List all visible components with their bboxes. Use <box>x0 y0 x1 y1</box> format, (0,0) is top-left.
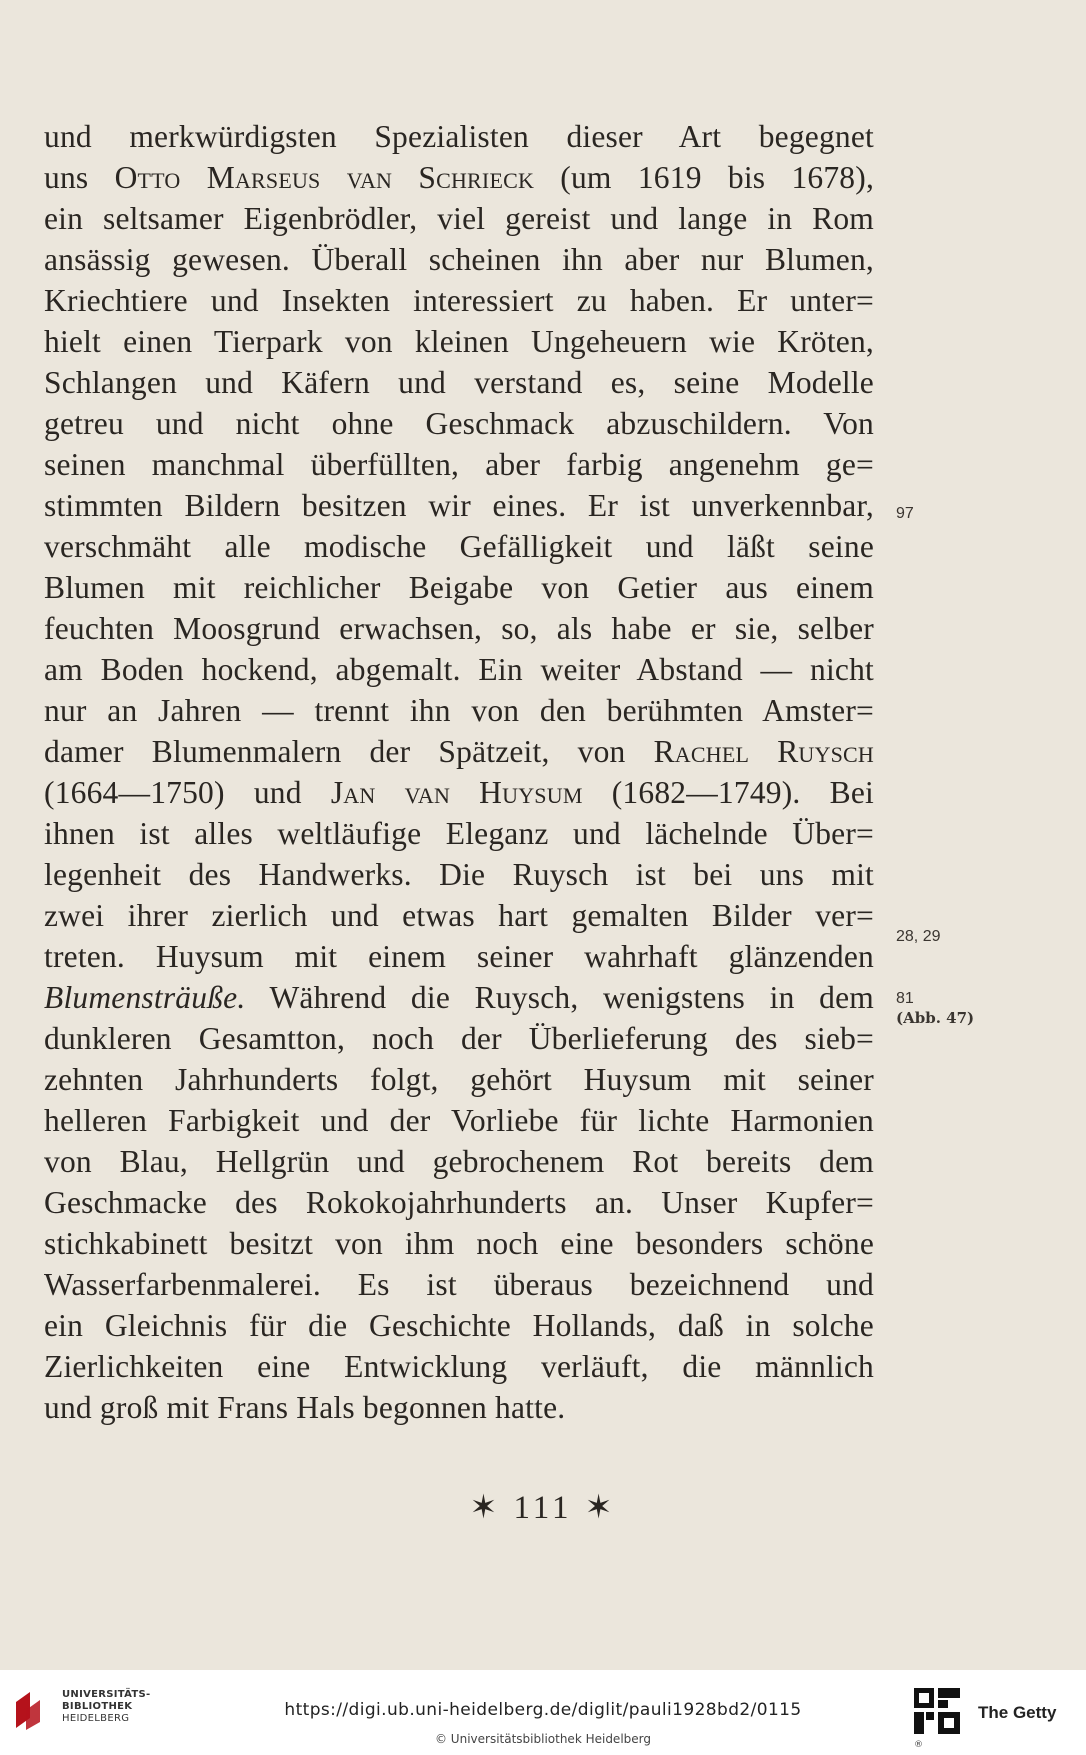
getty-label: The Getty <box>978 1703 1057 1722</box>
margin-reference: 97 <box>896 505 914 522</box>
text-line: Kriechtiere und Insekten interessiert zu haben. Er unter= <box>44 283 874 318</box>
text-line: Geschmacke des Rokokojahrhunderts an. Unser Kupfer= <box>44 1185 874 1220</box>
figure-reference: (Abb. 47) <box>896 1009 975 1027</box>
copyright-notice: © Universitätsbibliothek Heidelberg <box>434 1732 651 1746</box>
text-line: legenheit des Handwerks. Die Ruysch ist bei uns mit <box>44 857 874 892</box>
text-fragment: damer Blumenmalern der Spätzeit, von <box>44 734 654 769</box>
text-line: ein seltsamer Eigenbrödler, viel gereist und lange in Rom <box>44 201 874 236</box>
artist-name: Jan van Huysum <box>330 775 583 810</box>
text-line: zwei ihrer zierlich und etwas hart gemalten Bilder ver= <box>44 898 874 933</box>
text-line: und groß mit Frans Hals begonnen hatte. <box>44 1390 566 1425</box>
text-fragment: uns <box>44 160 115 195</box>
text-line: Schlangen und Käfern und verstand es, seine Modelle <box>44 365 874 400</box>
artist-name: Rachel Ruysch <box>653 734 874 769</box>
text-line: verschmäht alle modische Gefälligkeit und läßt seine <box>44 529 874 564</box>
text-line: ihnen ist alles weltläufige Eleganz und lächelnde Über= <box>44 816 874 851</box>
text-line: helleren Farbigkeit und der Vorliebe für lichte Harmonien <box>44 1103 874 1138</box>
page-number: ✶ 111 ✶ <box>469 1490 617 1526</box>
text-line <box>44 977 874 1018</box>
margin-reference: 81 <box>896 990 914 1007</box>
library-name-line: BIBLIOTHEK <box>62 1701 133 1712</box>
text-line: und merkwürdigsten Spezialisten dieser Art begegnet <box>44 119 874 154</box>
text-line: nur an Jahren — trennt ihn von den berühmten Amster= <box>44 693 874 728</box>
artwork-title: Blumensträuße. <box>44 980 246 1015</box>
text-line: hielt einen Tierpark von kleinen Ungeheuern wie Kröten, <box>44 324 874 359</box>
text-line: Wasserfarbenmalerei. Es ist überaus bezeichnend und <box>44 1267 874 1302</box>
text-line: getreu und nicht ohne Geschmack abzuschildern. Von <box>44 406 874 441</box>
text-line: Blumen mit reichlicher Beigabe von Getier aus einem <box>44 570 874 605</box>
footer-bar <box>0 1670 1086 1755</box>
text-line: seinen manchmal überfüllten, aber farbig angenehm ge= <box>44 447 874 482</box>
text-line: am Boden hockend, abgemalt. Ein weiter Abstand — nicht <box>44 652 874 687</box>
text-line: Zierlichkeiten eine Entwicklung verläuft, die männlich <box>44 1349 874 1384</box>
text-line: ein Gleichnis für die Geschichte Hollands, daß in solche <box>44 1308 874 1343</box>
library-name-line: UNIVERSITÄTS- <box>62 1689 151 1700</box>
text-line: treten. Huysum mit einem seiner wahrhaft glänzenden <box>44 939 874 974</box>
text-line: zehnten Jahrhunderts folgt, gehört Huysum mit seiner <box>44 1062 874 1097</box>
library-name-line: HEIDELBERG <box>62 1713 130 1724</box>
text-line: von Blau, Hellgrün und gebrochenem Rot bereits dem <box>44 1144 874 1179</box>
artist-name: Otto Marseus van Schrieck <box>114 160 535 195</box>
text-line <box>44 157 874 198</box>
text-fragment: (um 1619 bis 1678), <box>534 160 875 195</box>
source-url-link[interactable]: https://digi.ub.uni-heidelberg.de/diglit/pauli1928bd2/0115 <box>284 1700 802 1720</box>
text-line: ansässig gewesen. Überall scheinen ihn aber nur Blumen, <box>44 242 874 277</box>
text-line: stimmten Bildern besitzen wir eines. Er ist unverkennbar, <box>44 488 874 523</box>
margin-reference: 28, 29 <box>896 928 941 945</box>
getty-logo-icon <box>914 1688 960 1734</box>
body-text <box>44 116 874 1428</box>
text-fragment: (1664—1750) und <box>44 775 331 810</box>
text-line <box>44 731 874 772</box>
registered-mark: ® <box>914 1740 923 1750</box>
text-fragment: (1682—1749). Bei <box>582 775 874 810</box>
text-line <box>44 772 874 813</box>
text-line: feuchten Moosgrund erwachsen, so, als habe er sie, selber <box>44 611 874 646</box>
text-line: dunkleren Gesamtton, noch der Überlieferung des sieb= <box>44 1021 874 1056</box>
text-line: stichkabinett besitzt von ihm noch eine besonders schöne <box>44 1226 874 1261</box>
text-fragment: Während die Ruysch, wenigstens in dem <box>245 980 874 1015</box>
